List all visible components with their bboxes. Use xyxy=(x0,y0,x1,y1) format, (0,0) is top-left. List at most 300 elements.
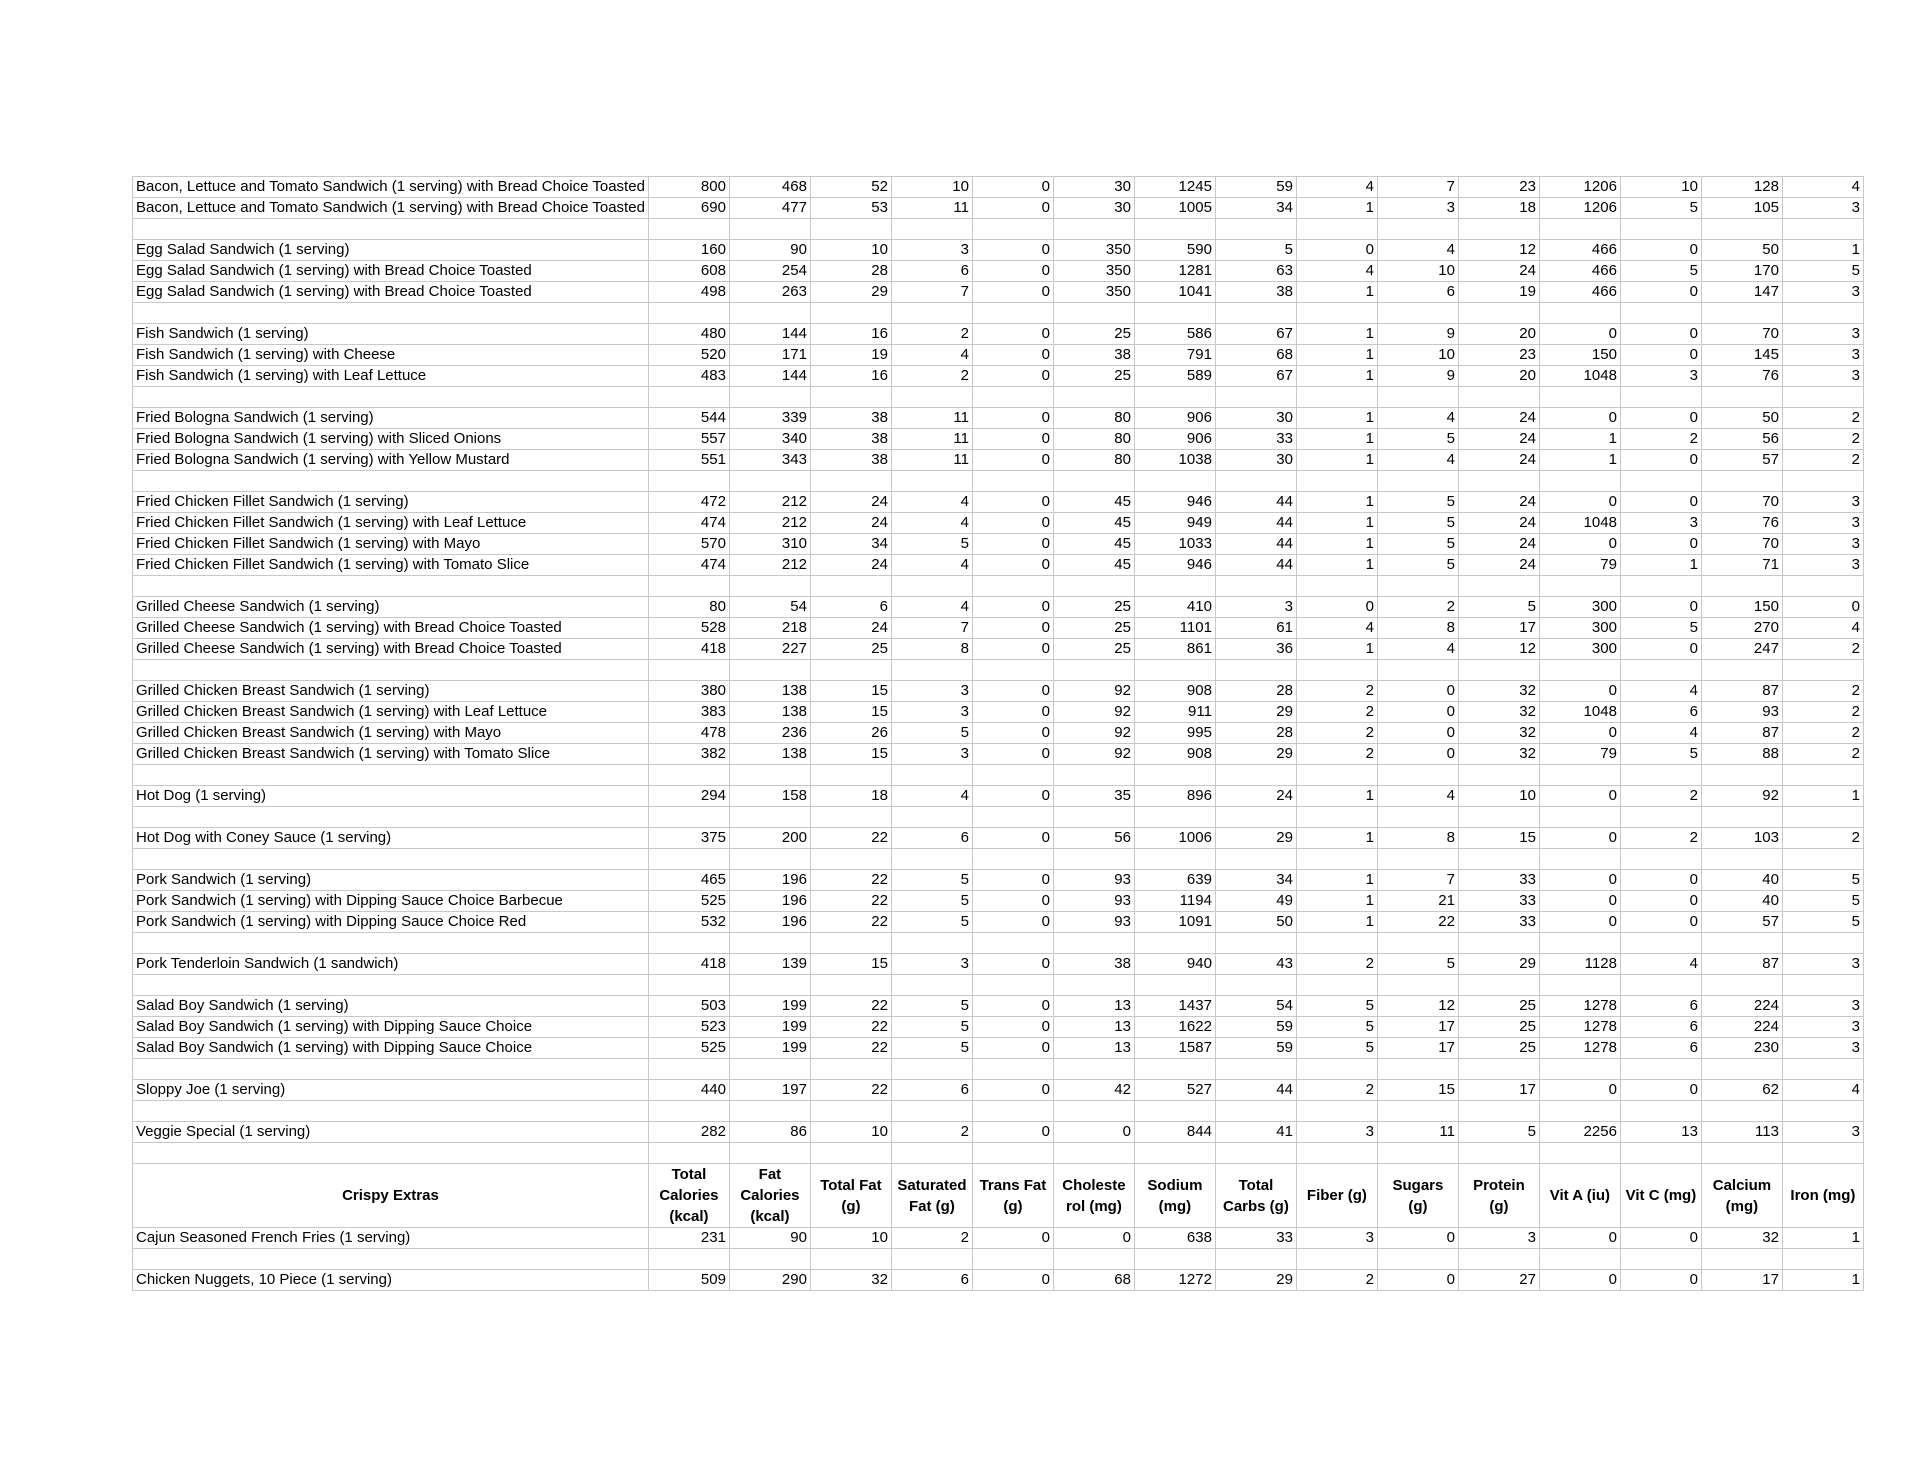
value-cell[interactable]: 25 xyxy=(810,639,891,660)
value-cell[interactable]: 43 xyxy=(1215,954,1296,975)
value-cell[interactable]: 3 xyxy=(1782,198,1863,219)
empty-cell[interactable] xyxy=(891,387,972,408)
empty-cell[interactable] xyxy=(972,303,1053,324)
value-cell[interactable]: 54 xyxy=(729,597,810,618)
value-cell[interactable]: 800 xyxy=(648,177,729,198)
value-cell[interactable]: 230 xyxy=(1701,1038,1782,1059)
value-cell[interactable]: 138 xyxy=(729,702,810,723)
column-header[interactable]: Sodium (mg) xyxy=(1134,1164,1215,1228)
value-cell[interactable]: 17 xyxy=(1377,1017,1458,1038)
value-cell[interactable]: 896 xyxy=(1134,786,1215,807)
value-cell[interactable]: 0 xyxy=(972,366,1053,387)
value-cell[interactable]: 11 xyxy=(891,450,972,471)
value-cell[interactable]: 22 xyxy=(810,1038,891,1059)
empty-cell[interactable] xyxy=(729,219,810,240)
value-cell[interactable]: 3 xyxy=(1782,996,1863,1017)
value-cell[interactable]: 5 xyxy=(891,891,972,912)
value-cell[interactable]: 2 xyxy=(1782,744,1863,765)
empty-cell[interactable] xyxy=(1215,807,1296,828)
value-cell[interactable]: 0 xyxy=(1377,744,1458,765)
value-cell[interactable]: 3 xyxy=(1620,366,1701,387)
value-cell[interactable]: 62 xyxy=(1701,1080,1782,1101)
value-cell[interactable]: 1 xyxy=(1296,555,1377,576)
value-cell[interactable]: 946 xyxy=(1134,555,1215,576)
value-cell[interactable]: 15 xyxy=(810,681,891,702)
value-cell[interactable]: 2 xyxy=(1782,681,1863,702)
empty-cell[interactable] xyxy=(1620,387,1701,408)
value-cell[interactable]: 3 xyxy=(1782,555,1863,576)
value-cell[interactable]: 1 xyxy=(1539,429,1620,450)
value-cell[interactable]: 10 xyxy=(1377,345,1458,366)
value-cell[interactable]: 0 xyxy=(1377,1228,1458,1249)
value-cell[interactable]: 2256 xyxy=(1539,1122,1620,1143)
value-cell[interactable]: 7 xyxy=(891,282,972,303)
value-cell[interactable]: 310 xyxy=(729,534,810,555)
item-name-cell[interactable]: Salad Boy Sandwich (1 serving) xyxy=(133,996,649,1017)
value-cell[interactable]: 63 xyxy=(1215,261,1296,282)
value-cell[interactable]: 1128 xyxy=(1539,954,1620,975)
empty-cell[interactable] xyxy=(133,765,649,786)
value-cell[interactable]: 2 xyxy=(891,1122,972,1143)
column-header[interactable]: Trans Fat (g) xyxy=(972,1164,1053,1228)
empty-cell[interactable] xyxy=(133,576,649,597)
item-name-cell[interactable]: Pork Tenderloin Sandwich (1 sandwich) xyxy=(133,954,649,975)
value-cell[interactable]: 50 xyxy=(1701,240,1782,261)
value-cell[interactable]: 1005 xyxy=(1134,198,1215,219)
empty-cell[interactable] xyxy=(1215,660,1296,681)
empty-cell[interactable] xyxy=(972,807,1053,828)
value-cell[interactable]: 42 xyxy=(1053,1080,1134,1101)
value-cell[interactable]: 25 xyxy=(1053,618,1134,639)
value-cell[interactable]: 87 xyxy=(1701,954,1782,975)
empty-cell[interactable] xyxy=(1377,387,1458,408)
value-cell[interactable]: 1 xyxy=(1296,450,1377,471)
value-cell[interactable]: 28 xyxy=(810,261,891,282)
value-cell[interactable]: 171 xyxy=(729,345,810,366)
value-cell[interactable]: 10 xyxy=(1458,786,1539,807)
value-cell[interactable]: 3 xyxy=(891,954,972,975)
empty-cell[interactable] xyxy=(891,219,972,240)
empty-cell[interactable] xyxy=(1053,387,1134,408)
value-cell[interactable]: 570 xyxy=(648,534,729,555)
empty-cell[interactable] xyxy=(1296,975,1377,996)
empty-cell[interactable] xyxy=(1053,807,1134,828)
value-cell[interactable]: 0 xyxy=(1377,1270,1458,1291)
empty-cell[interactable] xyxy=(1539,387,1620,408)
value-cell[interactable]: 4 xyxy=(891,513,972,534)
empty-cell[interactable] xyxy=(1215,1059,1296,1080)
value-cell[interactable]: 1 xyxy=(1620,555,1701,576)
value-cell[interactable]: 1 xyxy=(1296,198,1377,219)
value-cell[interactable]: 3 xyxy=(891,744,972,765)
empty-cell[interactable] xyxy=(891,471,972,492)
empty-cell[interactable] xyxy=(891,1249,972,1270)
value-cell[interactable]: 30 xyxy=(1053,198,1134,219)
empty-cell[interactable] xyxy=(1701,471,1782,492)
value-cell[interactable]: 2 xyxy=(891,324,972,345)
empty-cell[interactable] xyxy=(810,471,891,492)
value-cell[interactable]: 200 xyxy=(729,828,810,849)
value-cell[interactable]: 0 xyxy=(972,891,1053,912)
value-cell[interactable]: 4 xyxy=(891,786,972,807)
value-cell[interactable]: 5 xyxy=(891,723,972,744)
empty-cell[interactable] xyxy=(1053,1101,1134,1122)
value-cell[interactable]: 282 xyxy=(648,1122,729,1143)
value-cell[interactable]: 4 xyxy=(1377,408,1458,429)
value-cell[interactable]: 557 xyxy=(648,429,729,450)
value-cell[interactable]: 0 xyxy=(1539,912,1620,933)
empty-cell[interactable] xyxy=(810,660,891,681)
value-cell[interactable]: 3 xyxy=(1377,198,1458,219)
empty-cell[interactable] xyxy=(1458,660,1539,681)
value-cell[interactable]: 3 xyxy=(1215,597,1296,618)
value-cell[interactable]: 24 xyxy=(1458,261,1539,282)
value-cell[interactable]: 86 xyxy=(729,1122,810,1143)
value-cell[interactable]: 67 xyxy=(1215,324,1296,345)
item-name-cell[interactable]: Fried Bologna Sandwich (1 serving) with Yellow Mustard xyxy=(133,450,649,471)
item-name-cell[interactable]: Grilled Cheese Sandwich (1 serving) with Bread Choice Toasted xyxy=(133,618,649,639)
value-cell[interactable]: 0 xyxy=(1539,1228,1620,1249)
value-cell[interactable]: 0 xyxy=(972,345,1053,366)
value-cell[interactable]: 5 xyxy=(1377,513,1458,534)
empty-cell[interactable] xyxy=(1053,660,1134,681)
value-cell[interactable]: 5 xyxy=(1782,870,1863,891)
value-cell[interactable]: 199 xyxy=(729,1017,810,1038)
value-cell[interactable]: 586 xyxy=(1134,324,1215,345)
value-cell[interactable]: 908 xyxy=(1134,744,1215,765)
value-cell[interactable]: 1041 xyxy=(1134,282,1215,303)
empty-cell[interactable] xyxy=(1296,576,1377,597)
value-cell[interactable]: 0 xyxy=(972,723,1053,744)
value-cell[interactable]: 520 xyxy=(648,345,729,366)
empty-cell[interactable] xyxy=(1701,849,1782,870)
value-cell[interactable]: 1091 xyxy=(1134,912,1215,933)
value-cell[interactable]: 76 xyxy=(1701,513,1782,534)
value-cell[interactable]: 0 xyxy=(1539,723,1620,744)
value-cell[interactable]: 0 xyxy=(1620,1080,1701,1101)
value-cell[interactable]: 339 xyxy=(729,408,810,429)
value-cell[interactable]: 3 xyxy=(1782,282,1863,303)
value-cell[interactable]: 150 xyxy=(1701,597,1782,618)
value-cell[interactable]: 57 xyxy=(1701,912,1782,933)
empty-cell[interactable] xyxy=(1377,933,1458,954)
value-cell[interactable]: 4 xyxy=(1296,618,1377,639)
value-cell[interactable]: 29 xyxy=(1215,702,1296,723)
value-cell[interactable]: 544 xyxy=(648,408,729,429)
value-cell[interactable]: 0 xyxy=(972,597,1053,618)
value-cell[interactable]: 25 xyxy=(1053,597,1134,618)
value-cell[interactable]: 10 xyxy=(1620,177,1701,198)
value-cell[interactable]: 24 xyxy=(1215,786,1296,807)
value-cell[interactable]: 22 xyxy=(810,828,891,849)
value-cell[interactable]: 92 xyxy=(1053,681,1134,702)
item-name-cell[interactable]: Fried Chicken Fillet Sandwich (1 serving) with Mayo xyxy=(133,534,649,555)
value-cell[interactable]: 1278 xyxy=(1539,1017,1620,1038)
empty-cell[interactable] xyxy=(1782,1249,1863,1270)
value-cell[interactable]: 20 xyxy=(1458,324,1539,345)
value-cell[interactable]: 290 xyxy=(729,1270,810,1291)
value-cell[interactable]: 80 xyxy=(1053,450,1134,471)
value-cell[interactable]: 218 xyxy=(729,618,810,639)
value-cell[interactable]: 6 xyxy=(1620,702,1701,723)
value-cell[interactable]: 1 xyxy=(1296,492,1377,513)
value-cell[interactable]: 3 xyxy=(1458,1228,1539,1249)
empty-cell[interactable] xyxy=(1458,1249,1539,1270)
value-cell[interactable]: 22 xyxy=(810,1017,891,1038)
empty-cell[interactable] xyxy=(1296,1101,1377,1122)
value-cell[interactable]: 80 xyxy=(1053,408,1134,429)
empty-cell[interactable] xyxy=(729,933,810,954)
empty-cell[interactable] xyxy=(133,975,649,996)
empty-cell[interactable] xyxy=(1053,933,1134,954)
value-cell[interactable]: 466 xyxy=(1539,261,1620,282)
value-cell[interactable]: 0 xyxy=(1539,1080,1620,1101)
empty-cell[interactable] xyxy=(1782,975,1863,996)
value-cell[interactable]: 231 xyxy=(648,1228,729,1249)
empty-cell[interactable] xyxy=(810,765,891,786)
value-cell[interactable]: 22 xyxy=(810,912,891,933)
value-cell[interactable]: 92 xyxy=(1053,723,1134,744)
value-cell[interactable]: 7 xyxy=(1377,870,1458,891)
empty-cell[interactable] xyxy=(1701,975,1782,996)
value-cell[interactable]: 24 xyxy=(1458,555,1539,576)
value-cell[interactable]: 0 xyxy=(972,912,1053,933)
item-name-cell[interactable]: Fried Chicken Fillet Sandwich (1 serving) with Leaf Lettuce xyxy=(133,513,649,534)
item-name-cell[interactable]: Pork Sandwich (1 serving) with Dipping Sauce Choice Red xyxy=(133,912,649,933)
value-cell[interactable]: 2 xyxy=(1377,597,1458,618)
empty-cell[interactable] xyxy=(1215,303,1296,324)
value-cell[interactable]: 3 xyxy=(1782,324,1863,345)
empty-cell[interactable] xyxy=(810,975,891,996)
value-cell[interactable]: 59 xyxy=(1215,1017,1296,1038)
value-cell[interactable]: 16 xyxy=(810,324,891,345)
value-cell[interactable]: 3 xyxy=(1782,513,1863,534)
empty-cell[interactable] xyxy=(1539,765,1620,786)
value-cell[interactable]: 4 xyxy=(1377,639,1458,660)
value-cell[interactable]: 32 xyxy=(1701,1228,1782,1249)
value-cell[interactable]: 160 xyxy=(648,240,729,261)
value-cell[interactable]: 13 xyxy=(1053,996,1134,1017)
empty-cell[interactable] xyxy=(972,387,1053,408)
empty-cell[interactable] xyxy=(891,1101,972,1122)
empty-cell[interactable] xyxy=(648,660,729,681)
empty-cell[interactable] xyxy=(1539,807,1620,828)
value-cell[interactable]: 158 xyxy=(729,786,810,807)
value-cell[interactable]: 15 xyxy=(810,702,891,723)
item-name-cell[interactable]: Fish Sandwich (1 serving) with Leaf Lettuce xyxy=(133,366,649,387)
value-cell[interactable]: 0 xyxy=(1620,345,1701,366)
value-cell[interactable]: 350 xyxy=(1053,240,1134,261)
value-cell[interactable]: 4 xyxy=(1296,177,1377,198)
empty-cell[interactable] xyxy=(729,807,810,828)
empty-cell[interactable] xyxy=(1377,1249,1458,1270)
column-header[interactable]: Total Fat (g) xyxy=(810,1164,891,1228)
value-cell[interactable]: 5 xyxy=(1620,198,1701,219)
value-cell[interactable]: 375 xyxy=(648,828,729,849)
value-cell[interactable]: 4 xyxy=(1620,723,1701,744)
empty-cell[interactable] xyxy=(1296,471,1377,492)
empty-cell[interactable] xyxy=(1782,1143,1863,1164)
value-cell[interactable]: 940 xyxy=(1134,954,1215,975)
value-cell[interactable]: 5 xyxy=(891,1017,972,1038)
value-cell[interactable]: 41 xyxy=(1215,1122,1296,1143)
value-cell[interactable]: 105 xyxy=(1701,198,1782,219)
column-header[interactable]: Protein (g) xyxy=(1458,1164,1539,1228)
empty-cell[interactable] xyxy=(891,975,972,996)
value-cell[interactable]: 22 xyxy=(810,996,891,1017)
value-cell[interactable]: 5 xyxy=(891,1038,972,1059)
value-cell[interactable]: 24 xyxy=(810,513,891,534)
value-cell[interactable]: 32 xyxy=(1458,723,1539,744)
empty-cell[interactable] xyxy=(1701,1059,1782,1080)
empty-cell[interactable] xyxy=(972,471,1053,492)
value-cell[interactable]: 13 xyxy=(1620,1122,1701,1143)
value-cell[interactable]: 300 xyxy=(1539,639,1620,660)
empty-cell[interactable] xyxy=(648,1101,729,1122)
value-cell[interactable]: 145 xyxy=(1701,345,1782,366)
value-cell[interactable]: 67 xyxy=(1215,366,1296,387)
value-cell[interactable]: 196 xyxy=(729,891,810,912)
value-cell[interactable]: 4 xyxy=(1782,1080,1863,1101)
empty-cell[interactable] xyxy=(1539,1101,1620,1122)
value-cell[interactable]: 138 xyxy=(729,744,810,765)
value-cell[interactable]: 13 xyxy=(1053,1038,1134,1059)
value-cell[interactable]: 23 xyxy=(1458,345,1539,366)
value-cell[interactable]: 0 xyxy=(972,639,1053,660)
value-cell[interactable]: 0 xyxy=(972,324,1053,345)
empty-cell[interactable] xyxy=(1215,1249,1296,1270)
empty-cell[interactable] xyxy=(1458,1059,1539,1080)
empty-cell[interactable] xyxy=(972,933,1053,954)
value-cell[interactable]: 38 xyxy=(1053,345,1134,366)
value-cell[interactable]: 0 xyxy=(1539,891,1620,912)
empty-cell[interactable] xyxy=(133,1249,649,1270)
value-cell[interactable]: 1 xyxy=(1539,450,1620,471)
empty-cell[interactable] xyxy=(1701,387,1782,408)
value-cell[interactable]: 10 xyxy=(810,1228,891,1249)
value-cell[interactable]: 4 xyxy=(891,555,972,576)
empty-cell[interactable] xyxy=(1782,387,1863,408)
value-cell[interactable]: 1 xyxy=(1296,345,1377,366)
empty-cell[interactable] xyxy=(1782,1101,1863,1122)
value-cell[interactable]: 2 xyxy=(1296,744,1377,765)
empty-cell[interactable] xyxy=(891,1059,972,1080)
value-cell[interactable]: 1206 xyxy=(1539,177,1620,198)
value-cell[interactable]: 212 xyxy=(729,513,810,534)
value-cell[interactable]: 4 xyxy=(1377,786,1458,807)
value-cell[interactable]: 11 xyxy=(1377,1122,1458,1143)
value-cell[interactable]: 6 xyxy=(891,1080,972,1101)
empty-cell[interactable] xyxy=(1539,849,1620,870)
value-cell[interactable]: 38 xyxy=(1053,954,1134,975)
value-cell[interactable]: 589 xyxy=(1134,366,1215,387)
item-name-cell[interactable]: Egg Salad Sandwich (1 serving) with Bread Choice Toasted xyxy=(133,261,649,282)
value-cell[interactable]: 2 xyxy=(1620,429,1701,450)
empty-cell[interactable] xyxy=(1215,849,1296,870)
value-cell[interactable]: 1278 xyxy=(1539,996,1620,1017)
value-cell[interactable]: 33 xyxy=(1458,912,1539,933)
empty-cell[interactable] xyxy=(729,1101,810,1122)
empty-cell[interactable] xyxy=(133,219,649,240)
column-header[interactable]: Fiber (g) xyxy=(1296,1164,1377,1228)
item-name-cell[interactable]: Fried Chicken Fillet Sandwich (1 serving) xyxy=(133,492,649,513)
value-cell[interactable]: 24 xyxy=(1458,492,1539,513)
empty-cell[interactable] xyxy=(891,933,972,954)
value-cell[interactable]: 3 xyxy=(1782,1122,1863,1143)
value-cell[interactable]: 0 xyxy=(972,954,1053,975)
value-cell[interactable]: 0 xyxy=(972,870,1053,891)
value-cell[interactable]: 0 xyxy=(972,555,1053,576)
value-cell[interactable]: 24 xyxy=(1458,450,1539,471)
empty-cell[interactable] xyxy=(1782,219,1863,240)
value-cell[interactable]: 294 xyxy=(648,786,729,807)
value-cell[interactable]: 59 xyxy=(1215,1038,1296,1059)
value-cell[interactable]: 93 xyxy=(1053,891,1134,912)
value-cell[interactable]: 474 xyxy=(648,513,729,534)
empty-cell[interactable] xyxy=(1458,807,1539,828)
value-cell[interactable]: 24 xyxy=(1458,513,1539,534)
value-cell[interactable]: 19 xyxy=(1458,282,1539,303)
value-cell[interactable]: 5 xyxy=(891,534,972,555)
value-cell[interactable]: 0 xyxy=(972,240,1053,261)
value-cell[interactable]: 90 xyxy=(729,240,810,261)
value-cell[interactable]: 483 xyxy=(648,366,729,387)
empty-cell[interactable] xyxy=(972,765,1053,786)
empty-cell[interactable] xyxy=(1053,303,1134,324)
value-cell[interactable]: 908 xyxy=(1134,681,1215,702)
value-cell[interactable]: 5 xyxy=(1620,744,1701,765)
value-cell[interactable]: 3 xyxy=(1782,492,1863,513)
empty-cell[interactable] xyxy=(648,975,729,996)
empty-cell[interactable] xyxy=(133,849,649,870)
value-cell[interactable]: 11 xyxy=(891,429,972,450)
value-cell[interactable]: 418 xyxy=(648,639,729,660)
value-cell[interactable]: 690 xyxy=(648,198,729,219)
empty-cell[interactable] xyxy=(972,1059,1053,1080)
value-cell[interactable]: 2 xyxy=(1620,828,1701,849)
item-name-cell[interactable]: Pork Sandwich (1 serving) xyxy=(133,870,649,891)
value-cell[interactable]: 10 xyxy=(810,1122,891,1143)
value-cell[interactable]: 25 xyxy=(1458,1017,1539,1038)
item-name-cell[interactable]: Salad Boy Sandwich (1 serving) with Dipping Sauce Choice xyxy=(133,1017,649,1038)
value-cell[interactable]: 35 xyxy=(1053,786,1134,807)
value-cell[interactable]: 4 xyxy=(1782,618,1863,639)
empty-cell[interactable] xyxy=(133,933,649,954)
value-cell[interactable]: 5 xyxy=(891,870,972,891)
item-name-cell[interactable]: Chicken Nuggets, 10 Piece (1 serving) xyxy=(133,1270,649,1291)
empty-cell[interactable] xyxy=(1134,765,1215,786)
value-cell[interactable]: 40 xyxy=(1701,891,1782,912)
empty-cell[interactable] xyxy=(1377,660,1458,681)
empty-cell[interactable] xyxy=(1377,975,1458,996)
value-cell[interactable]: 254 xyxy=(729,261,810,282)
value-cell[interactable]: 0 xyxy=(1539,681,1620,702)
value-cell[interactable]: 25 xyxy=(1053,366,1134,387)
value-cell[interactable]: 0 xyxy=(1539,324,1620,345)
value-cell[interactable]: 33 xyxy=(1458,870,1539,891)
empty-cell[interactable] xyxy=(1539,471,1620,492)
value-cell[interactable]: 2 xyxy=(1296,1270,1377,1291)
value-cell[interactable]: 0 xyxy=(1620,492,1701,513)
empty-cell[interactable] xyxy=(1053,975,1134,996)
empty-cell[interactable] xyxy=(1053,1249,1134,1270)
empty-cell[interactable] xyxy=(648,219,729,240)
value-cell[interactable]: 19 xyxy=(810,345,891,366)
empty-cell[interactable] xyxy=(1134,849,1215,870)
value-cell[interactable]: 1206 xyxy=(1539,198,1620,219)
empty-cell[interactable] xyxy=(729,387,810,408)
value-cell[interactable]: 1 xyxy=(1296,891,1377,912)
